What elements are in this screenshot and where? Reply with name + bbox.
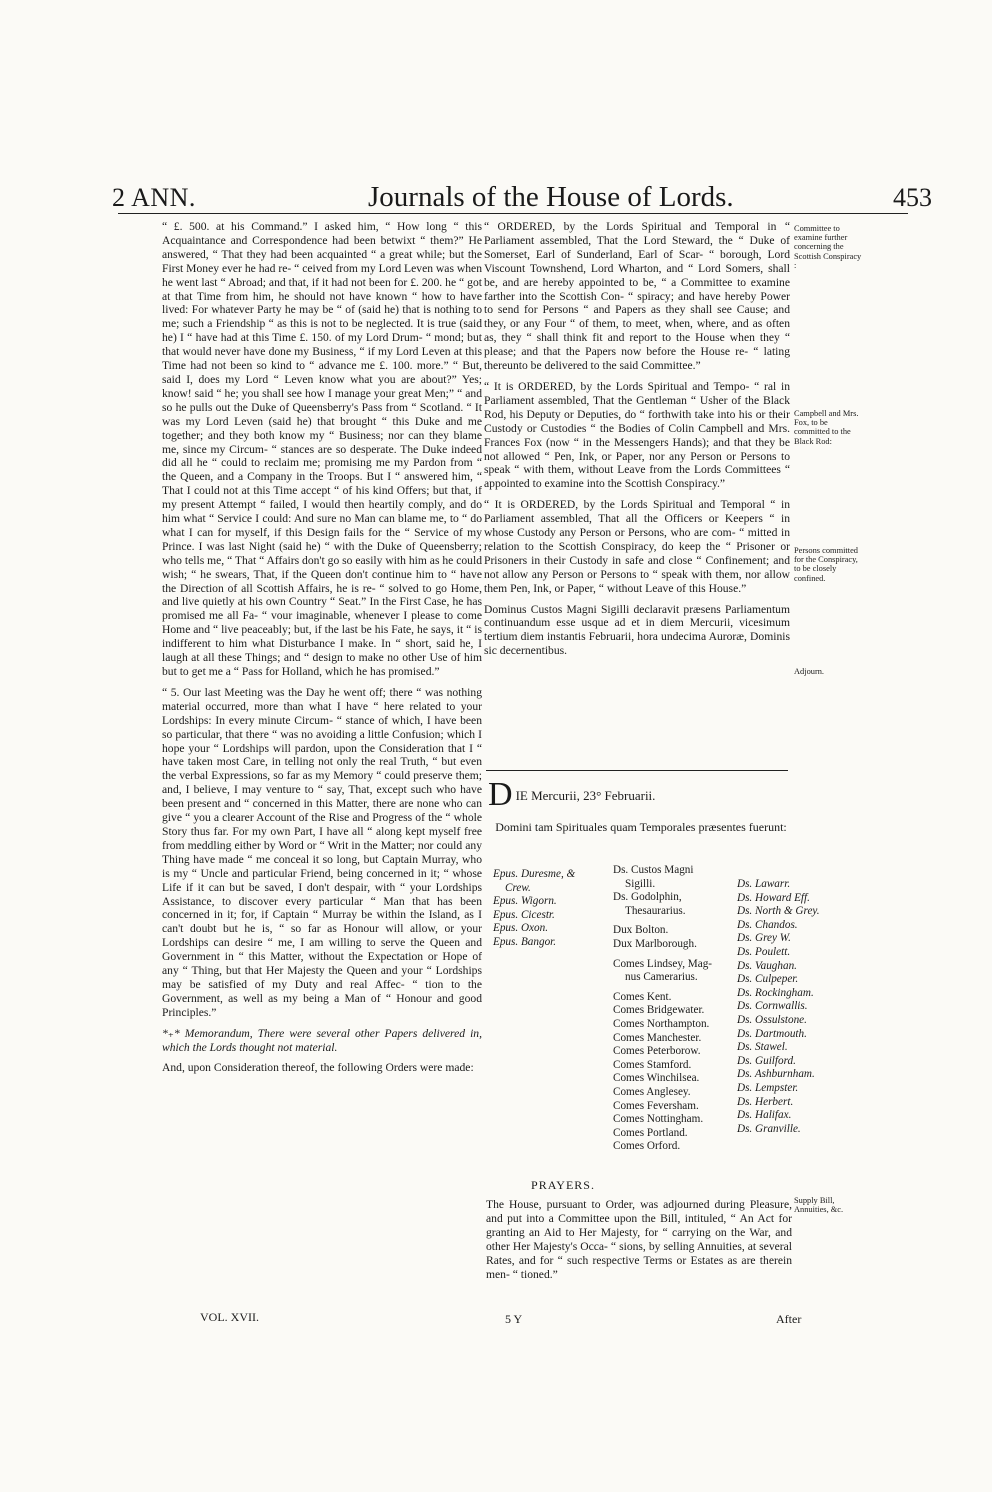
margin-note-campbell: Campbell and Mrs. Fox, to be committed to the Black Rod: bbox=[794, 409, 859, 446]
list-officers-earls bbox=[613, 864, 712, 1154]
margin-note-adjourn: Adjourn. bbox=[794, 667, 825, 676]
list-item: Epus. Oxon. bbox=[493, 922, 548, 935]
prayers-heading: PRAYERS. bbox=[531, 1178, 595, 1192]
list-item: Sigilli. bbox=[625, 877, 656, 890]
section-rule bbox=[486, 770, 788, 771]
list-item: Comes Stamford. bbox=[613, 1058, 692, 1071]
margin-note-persons: Persons committed for the Conspiracy, to be closely confined. bbox=[794, 546, 858, 583]
list-item: Comes Peterborow. bbox=[613, 1045, 701, 1058]
header-rule bbox=[118, 213, 908, 214]
list-item: Epus. Duresme, & bbox=[493, 868, 576, 880]
list-item: Dux Bolton. bbox=[613, 924, 669, 937]
list-item: Dux Marlborough. bbox=[613, 937, 697, 950]
paragraph-orders-intro: And, upon Consideration thereof, the following Orders were made: bbox=[162, 1061, 474, 1075]
list-item: Ds. Rockingham. bbox=[737, 986, 814, 999]
list-item: Comes Feversham. bbox=[613, 1099, 699, 1112]
list-item: Epus. Wigorn. bbox=[493, 895, 557, 908]
margin-note-committee: Committee to examine further concerning the Scottish Conspiracy : bbox=[794, 224, 862, 270]
list-item: Ds. Granville. bbox=[737, 1122, 801, 1135]
list-item: Ds. Ashburnham. bbox=[737, 1068, 815, 1081]
volume-footer: VOL. XVII. bbox=[200, 1310, 259, 1324]
left-column bbox=[162, 220, 482, 1082]
list-item: Epus. Bangor. bbox=[493, 935, 557, 948]
day-dropcap: D bbox=[488, 776, 513, 813]
margin-note-supply: Supply Bill, Annuities, &c. bbox=[794, 1196, 844, 1215]
present-heading: Domini tam Spirituales quam Temporales præsentes fuerunt: bbox=[495, 820, 787, 834]
list-item: Ds. Culpeper. bbox=[737, 973, 799, 986]
right-column-orders bbox=[484, 220, 790, 665]
list-item: Comes Northampton. bbox=[613, 1017, 710, 1030]
order-black-rod: “ It is ORDERED, by the Lords Spiritual and Tempo- “ ral in Parliament assembled, That the Gentleman “ Usher of the Black Rod, his Deputy or Deputies, do “ forthwith take into his or their Custody or Custodies “ the Bodies of Colin Campbell and Mrs. Frances Fox (now “ in the Messengers Hands); and that they be not allowed “ Pen, Ink, or Paper, nor any Person or Persons to speak “ with them, without Leave from the Lords Committees “ appointed to examine into the Scottish Conspiracy.” bbox=[484, 379, 790, 491]
list-item: Ds. Ossulstone. bbox=[737, 1013, 807, 1026]
list-item: Comes Winchilsea. bbox=[613, 1072, 700, 1085]
list-item: Comes Kent. bbox=[613, 990, 672, 1003]
list-item: Crew. bbox=[505, 881, 531, 894]
list-item: Ds. Howard Eff. bbox=[737, 891, 810, 904]
running-head-regnal-year: 2 ANN. bbox=[112, 183, 196, 212]
paragraph-last-meeting: “ 5. Our last Meeting was the Day he went off; there “ was nothing material occurred, more than what I have “ here related to your Lordships: In every minute Circum- “ stance of which, I have been so particular, that there “ was no avoiding a little Confusion; which I hope your “ Lordships will pardon, upon the Consideration that I “ have taken most Care, in telling not only the real Truth, “ but even the verbal Expressions, so far as my Memory “ could preserve them; and, I believe, I may venture to “ say, That, except such who have been present and “ concerned in this Matter, there are none who can give “ you a clearer Account of the Rise and Progress of the “ whole Story thus far. For my own Part, I have all “ along kept myself free from meddling either by Word or “ Writ in the Matter; nor could any Thing have made “ me conceal it so long, but Captain Murray, who is my “ Uncle and particular Friend, being concerned in it; “ whose Life if it can but be saved, I don't despair, with “ your Lordships Assistance, to discover every particular “ Man that has been concerned in it; for, if Captain “ Murray be within the Island, as I can't doubt but he is, “ so far as Honour will allow, or your Lordships can desire “ me, I am willing to serve the Queen and Government in “ this Matter, without the Expectation or Hope of any “ Thing, but that Her Majesty the Queen and your “ Lordships may be satisfied of my Duty and real Affec- “ tion to the Government, as well as my being a Man of “ Honour and good Principles.” bbox=[162, 685, 482, 1019]
list-item: Ds. Godolphin, bbox=[613, 891, 682, 904]
list-item: Ds. Grey W. bbox=[737, 932, 791, 945]
paragraph-memorandum: *₊* Memorandum, There were several other Papers delivered in, which the Lords thought not material. bbox=[162, 1026, 482, 1054]
page-number: 453 bbox=[893, 183, 932, 212]
list-item: Comes Manchester. bbox=[613, 1031, 702, 1044]
list-item: Ds. Halifax. bbox=[737, 1109, 792, 1122]
order-committee: “ ORDERED, by the Lords Spiritual and Temporal in “ Parliament assembled, That the Lord Steward, the “ Duke of Somerset, Earl of Sunderland, Earl of Scar- “ borough, Lord Viscount Townshend, Lord Wharton, and “ Lord Somers, shall be, and are hereby appointed to be, “ a Committee to examine farther into the Scottish Con- “ spiracy; and have hereby Power to send for Persons “ and Papers as they shall see Cause; and they, or any Four “ of them, to meet, when, where, and as often as, they “ shall think fit and report to the House when they “ please; and that the Papers now before the House re- “ lating thereunto be delivered to the said Committee.” bbox=[484, 220, 790, 373]
list-bishops bbox=[493, 868, 575, 950]
list-item: Ds. Chandos. bbox=[737, 918, 798, 931]
prayers-text: The House, pursuant to Order, was adjourned during Pleasure, and put into a Committee upon the Bill, intituled, “ An Act for granting an Aid to Her Majesty, for “ carrying on the War, and other Her Majesty's Occa- “ sions, by selling Annuities, at several Rates, and for “ such respective Terms or Estates as are therein men- “ tioned.” bbox=[486, 1198, 792, 1281]
list-item: Ds. Vaughan. bbox=[737, 959, 797, 972]
list-item: Comes Bridgewater. bbox=[613, 1004, 705, 1017]
list-item: Ds. Custos Magni bbox=[613, 864, 694, 876]
list-item: Comes Portland. bbox=[613, 1126, 688, 1139]
list-item: nus Camerarius. bbox=[625, 971, 698, 984]
list-item: Ds. North & Grey. bbox=[737, 905, 820, 918]
list-item: Ds. Cornwallis. bbox=[737, 1000, 808, 1013]
adjournment-latin: Dominus Custos Magni Sigilli declaravit præsens Parliamentum continuandum esse usque ad et in diem Mercurii, vicesimum tertium diem instantis Februarii, hora undecima Auroræ, Dominis sic decernentibus. bbox=[484, 602, 790, 658]
signature-mark: 5 Y bbox=[505, 1312, 523, 1326]
list-item: Ds. Stawel. bbox=[737, 1041, 788, 1054]
list-item: Epus. Cicestr. bbox=[493, 908, 555, 921]
day-heading bbox=[488, 776, 788, 813]
list-item: Comes Nottingham. bbox=[613, 1113, 704, 1126]
paragraph-testimony: “ £. 500. at his Command.” I asked him, “ How long “ this Acquaintance and Correspondence had been betwixt “ them?” He answered, “ That they had been acquainted “ a great while; but the First Money ever he had re- “ ceived from my Lord Leven was when he went last “ Abroad; and that, if it had not been for £. 200. he “ got at that Time from him, he should not have known “ how to have lived: For whatever Party he may be “ of (said he) that is nothing to me; such a Friendship “ as this is not to be neglected. It is true (said he) I “ have had at this Time £. 150. of my Lord Drum- “ mond; but that would never have done my Business, “ if my Lord Leven at this Time had not been so kind to “ advance me £. 100. more.” “ But, said I, does my Lord “ Leven know what you are about?” Yes; know! said “ he; you shall see how I manage your great Men;” “ and so he pulls out the Duke of Queensberry's Pass from “ Scotland. “ It was my Lord Leven (said he) that brought “ this Duke and me together; and they both know my “ Business; nor can they blame me, since my Circum- “ stances are so desperate. The Duke indeed did all he “ could to reclaim me; promising me my Pardon from “ the Queen, and a Company in the Troops. But I “ answered him, “ That I could not at this Time accept “ of his kind Offers; but that, if my present Attempt “ failed, I would then heartily comply, and do him what “ Service I could: And sure no Man can blame me, to “ do what I can for myself, if this Design fails for the “ Service of my Prince. I was last Night (said he) “ with the Duke of Queensberry; who tells me, “ That “ Affairs don't go so easily with him as he could wish; “ he swears, That, if the Queen don't continue him to “ have the Direction of all Scottish Affairs, he is re- “ solved to go Home, and live quietly at his own Country “ Seat.” In the First Case, he has promised me all Fa- “ vour imaginable, whenever I please to come Home and “ live peaceably; but, if the last be his Fate, he says, it “ is indifferent to him what Disturbance I make. In “ short, said he, I laugh at all these Things; and “ design to make no other Use of him but to get me a “ Pass for Holland, which he has promised.” bbox=[162, 220, 482, 678]
list-item: Ds. Herbert. bbox=[737, 1095, 794, 1108]
list-item: Ds. Guilford. bbox=[737, 1054, 796, 1067]
list-item: Ds. Lawarr. bbox=[737, 878, 791, 890]
list-item: Thesaurarius. bbox=[625, 904, 686, 917]
list-item: Ds. Lempster. bbox=[737, 1081, 799, 1094]
list-barons bbox=[737, 878, 820, 1136]
list-item: Ds. Poulett. bbox=[737, 945, 791, 958]
order-confinement: “ It is ORDERED, by the Lords Spiritual and Temporal “ in Parliament assembled, That all the Officers or Keepers “ in whose Custody any Person or Persons, who are com- “ mitted in relation to the Scottish Conspiracy, do keep the “ Prisoner or Prisoners in their Custody in safe and close “ Confinement; and not allow any Person or Persons to “ speak with them, nor allow them Pen, Ink, or Paper, “ without Leave of this House.” bbox=[484, 498, 790, 595]
list-item: Comes Anglesey. bbox=[613, 1085, 691, 1098]
running-head-title: Journals of the House of Lords. bbox=[368, 181, 734, 213]
day-heading-text: IE Mercurii, 23° Februarii. bbox=[515, 788, 656, 803]
catchword: After bbox=[776, 1312, 802, 1326]
list-item: Comes Orford. bbox=[613, 1140, 681, 1153]
list-item: Ds. Dartmouth. bbox=[737, 1027, 807, 1040]
list-item: Comes Lindsey, Mag- bbox=[613, 957, 713, 970]
